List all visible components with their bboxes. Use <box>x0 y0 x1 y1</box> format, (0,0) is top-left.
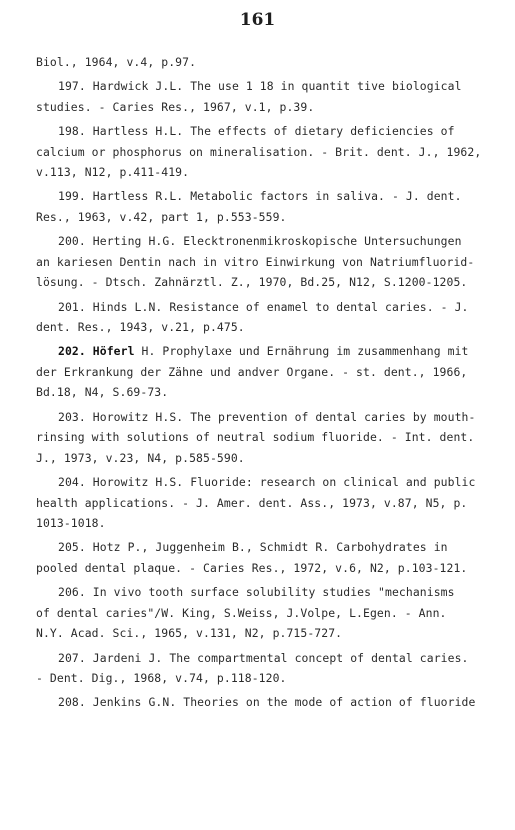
reference-entry <box>36 297 502 338</box>
reference-continuation-line: der Erkrankung der Zähne und andver Organe. - st. dent., 1966, <box>36 364 468 379</box>
reference-continuation-line: rinsing with solutions of neutral sodium fluoride. - Int. dent. <box>36 430 475 445</box>
reference-continuation-line: of dental caries"/W. King, S.Weiss, J.Volpe, L.Egen. - Ann. <box>36 605 447 620</box>
reference-entry <box>36 582 502 644</box>
reference-first-line: 208. Jenkins G.N. Theories on the mode of action of fluoride <box>58 695 476 710</box>
reference-entry <box>36 121 502 183</box>
reference-first-line: 200. Herting H.G. Elecktronenmikroskopische Untersuchungen <box>58 234 462 249</box>
reference-entry <box>36 52 502 73</box>
reference-entry <box>36 648 502 689</box>
reference-continuation-line: v.113, N12, p.411-419. <box>36 165 190 180</box>
reference-continuation-line: dent. Res., 1943, v.21, p.475. <box>36 320 245 335</box>
reference-continuation-line: studies. - Caries Res., 1967, v.1, p.39. <box>36 99 315 114</box>
reference-continuation-line: pooled dental plaque. - Caries Res., 1972, v.6, N2, p.103-121. <box>36 561 468 575</box>
reference-first-line: Biol., 1964, v.4, p.97. <box>36 55 197 69</box>
reference-continuation-line: J., 1973, v.23, N4, p.585-590. <box>36 450 245 465</box>
reference-entry <box>36 186 502 227</box>
reference-continuation-line: calcium or phosphorus on mineralisation. - Brit. dent. J., 1962, <box>36 144 482 159</box>
reference-first-line: 206. In vivo tooth surface solubility studies "mechanisms <box>58 585 455 600</box>
reference-list <box>36 52 502 717</box>
reference-first-line: 204. Horowitz H.S. Fluoride: research on clinical and public <box>58 475 476 490</box>
reference-first-line: 201. Hinds L.N. Resistance of enamel to dental caries. - J. <box>58 299 469 314</box>
reference-entry <box>36 76 502 117</box>
reference-entry <box>36 231 502 293</box>
reference-continuation-line: Res., 1963, v.42, part 1, p.553-559. <box>36 209 287 224</box>
reference-continuation-line: 1013-1018. <box>36 516 106 531</box>
reference-continuation-line: - Dent. Dig., 1968, v.74, p.118-120. <box>36 671 287 686</box>
reference-entry <box>36 537 502 578</box>
reference-first-line: 203. Horowitz H.S. The prevention of dental caries by mouth- <box>58 409 476 424</box>
reference-first-line: 207. Jardeni J. The compartmental concept of dental caries. <box>58 650 469 665</box>
reference-continuation-line: N.Y. Acad. Sci., 1965, v.131, N2, p.715-727. <box>36 626 343 641</box>
reference-first-line: 197. Hardwick J.L. The use 1 18 in quantit tive biological <box>58 79 462 94</box>
reference-entry <box>36 407 502 469</box>
reference-first-line: 199. Hartless R.L. Metabolic factors in saliva. - J. dent. <box>58 189 462 204</box>
page-number: 161 <box>239 10 276 30</box>
reference-continuation-line: an kariesen Dentin nach in vitro Einwirkung von Natriumfluorid- <box>36 254 475 269</box>
reference-continuation-line: Bd.18, N4, S.69-73. <box>36 385 169 400</box>
reference-first-line: 205. Hotz P., Juggenheim B., Schmidt R. Carbohydrates in <box>58 540 448 555</box>
reference-first-line: 202. Höferl H. Prophylaxe und Ernährung im zusammenhang mit <box>58 344 469 359</box>
reference-continuation-line: health applications. - J. Amer. dent. Ass., 1973, v.87, N5, p. <box>36 495 468 510</box>
reference-entry <box>36 692 502 713</box>
reference-continuation-line: lösung. - Dtsch. Zahnärztl. Z., 1970, Bd.25, N12, S.1200-1205. <box>36 275 468 290</box>
reference-entry <box>36 472 502 534</box>
reference-first-line: 198. Hartless H.L. The effects of dietary deficiencies of <box>58 123 455 138</box>
reference-entry <box>36 341 502 403</box>
